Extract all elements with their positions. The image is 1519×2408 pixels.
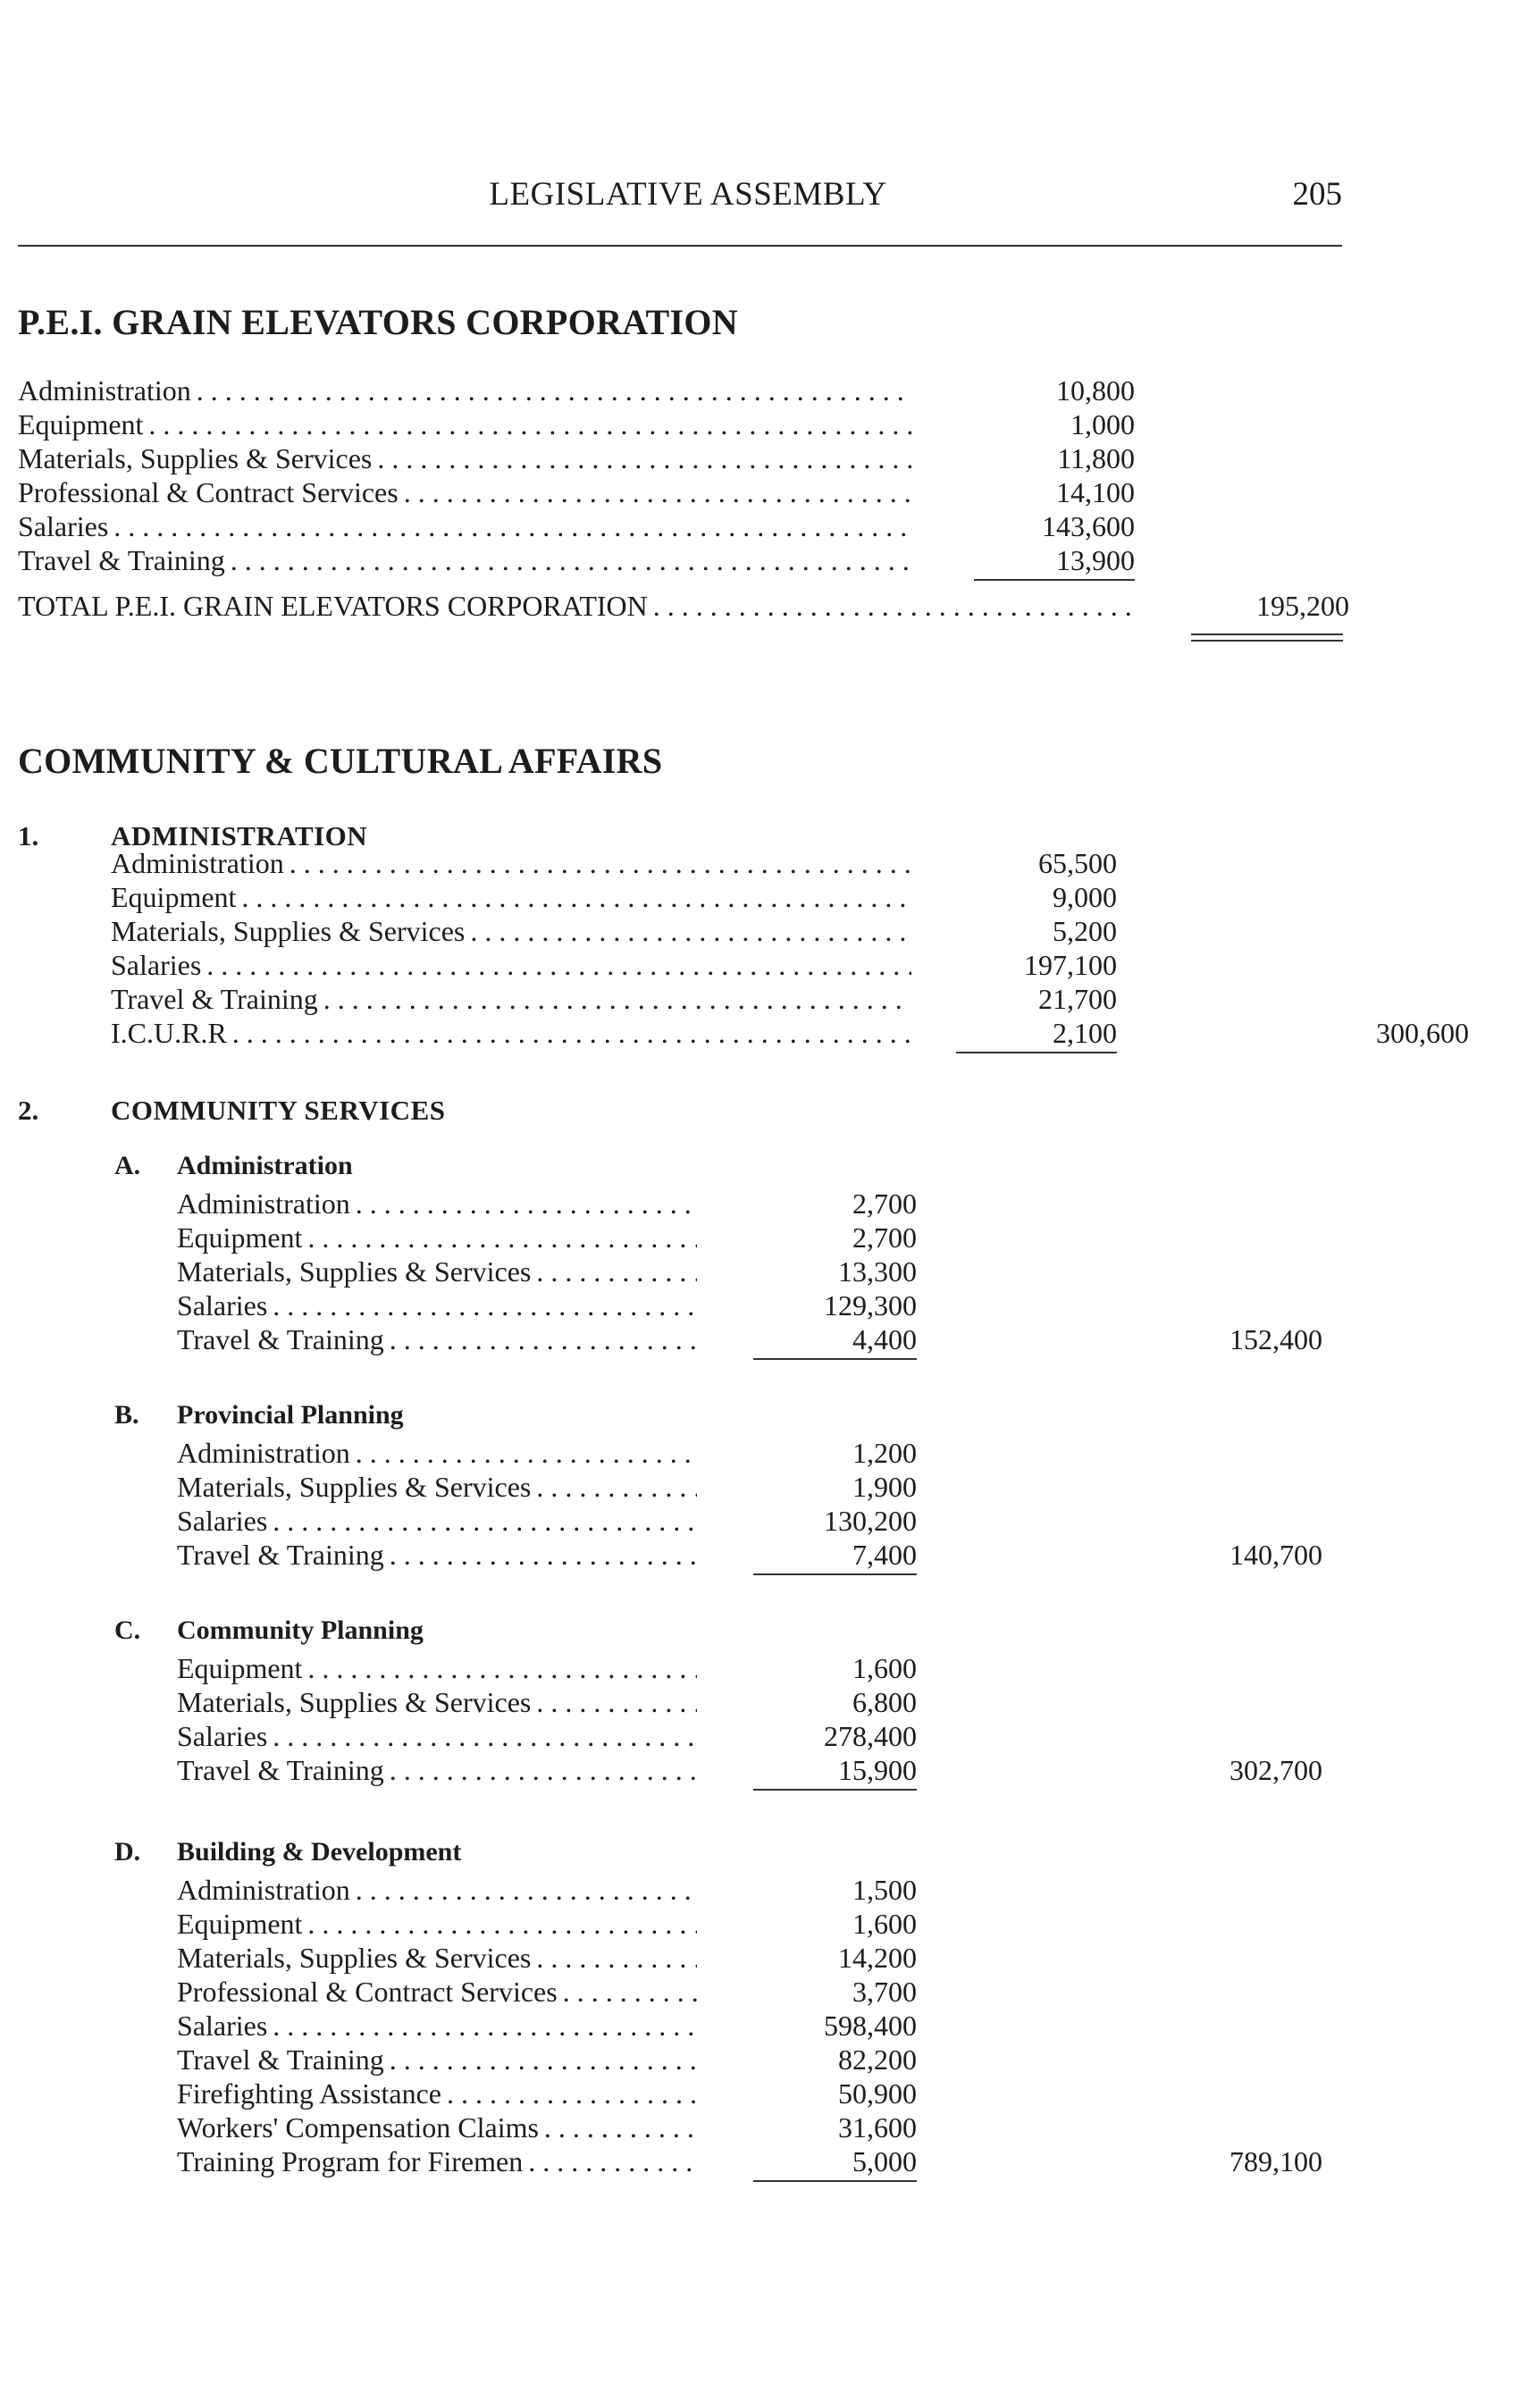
line-item-label-wrap (177, 1907, 697, 1941)
line-item-label-wrap (177, 1322, 697, 1356)
dot-leader (536, 1254, 697, 1288)
line-item-amount: 130,200 (824, 1505, 917, 1537)
dot-leader (206, 948, 911, 982)
line-item-row (177, 1975, 1347, 2009)
line-item-row (111, 914, 1362, 948)
grand-total-amount: 195,200 (1256, 590, 1349, 622)
line-item-row (177, 2144, 1347, 2178)
line-item-row (111, 880, 1362, 914)
dot-leader (231, 543, 911, 577)
line-item-row (177, 1753, 1347, 1787)
line-item-label-wrap (111, 846, 911, 880)
line-item-row (111, 982, 1362, 1016)
line-item-label: Equipment (177, 1652, 303, 1684)
subsection-title: Building & Development (177, 1837, 462, 1867)
line-item-amount: 1,000 (1070, 408, 1135, 440)
dot-leader (356, 1436, 697, 1470)
line-item-label: Travel & Training (111, 983, 318, 1015)
line-item-label: Salaries (177, 1720, 268, 1752)
line-item-label-wrap (177, 1873, 697, 1907)
line-item-label: Salaries (111, 949, 202, 981)
line-item-label-wrap (177, 1651, 697, 1685)
line-item-amount: 31,600 (838, 2111, 917, 2144)
line-item-label-wrap (177, 1436, 697, 1470)
subsection-letter: C. (114, 1615, 141, 1645)
subsection-title: Community Planning (177, 1615, 424, 1645)
dot-leader (470, 914, 911, 948)
dot-leader (390, 2043, 697, 2077)
grain-elevators-total-row (18, 589, 1349, 623)
line-item-row (177, 1187, 1347, 1221)
line-item-label: I.C.U.R.R (111, 1017, 227, 1049)
line-item-amount: 82,200 (838, 2043, 917, 2076)
subsection-letter: A. (114, 1151, 141, 1180)
line-item-label: Travel & Training (177, 1323, 384, 1355)
line-item-amount: 1,600 (852, 1652, 917, 1684)
line-item-label-wrap (18, 475, 911, 509)
line-item-amount: 2,100 (956, 1016, 1117, 1053)
line-item-label-wrap (177, 1221, 697, 1254)
line-item-row (177, 1941, 1347, 1975)
line-item-row (177, 2077, 1347, 2110)
subtotal-amount: 302,700 (1229, 1754, 1322, 1786)
header-rule (18, 245, 1342, 247)
line-item-label: Professional & Contract Services (177, 1976, 558, 2008)
dot-leader (241, 880, 911, 914)
line-item-row (18, 543, 1340, 577)
line-item-row (177, 1288, 1347, 1322)
dot-leader (273, 2009, 697, 2043)
line-item-label: Administration (18, 374, 191, 407)
part-number: 2. (18, 1095, 39, 1126)
line-item-label-wrap (18, 373, 911, 407)
line-item-label: Administration (111, 847, 284, 879)
line-item-label-wrap (18, 509, 911, 543)
line-item-amount: 21,700 (1038, 983, 1117, 1015)
line-item-amount: 15,900 (753, 1753, 917, 1791)
line-item-label-wrap (177, 1753, 697, 1787)
line-item-label-wrap (111, 1016, 911, 1050)
dot-leader (273, 1719, 697, 1753)
line-item-row (177, 1651, 1347, 1685)
line-item-amount: 6,800 (852, 1686, 917, 1718)
dot-leader (290, 846, 911, 880)
dot-leader (536, 1470, 697, 1504)
dot-leader (390, 1322, 697, 1356)
line-item-label-wrap (177, 1288, 697, 1322)
line-item-amount: 13,300 (838, 1255, 917, 1288)
line-item-row (177, 1719, 1347, 1753)
line-item-amount: 11,800 (1057, 442, 1135, 474)
line-item-label-wrap (177, 2009, 697, 2043)
line-item-amount: 197,100 (1024, 949, 1117, 981)
line-item-amount: 3,700 (852, 1976, 917, 2008)
dot-leader (404, 475, 911, 509)
dot-leader (528, 2144, 697, 2178)
dot-leader (390, 1753, 697, 1787)
line-item-amount: 2,700 (852, 1187, 917, 1220)
line-item-label-wrap (111, 982, 911, 1016)
line-item-label-wrap (177, 2144, 697, 2178)
line-item-amount: 2,700 (852, 1221, 917, 1254)
line-item-row (177, 1873, 1347, 1907)
subsection-title: Provincial Planning (177, 1400, 404, 1430)
line-item-label-wrap (177, 1254, 697, 1288)
line-item-label: Firefighting Assistance (177, 2077, 441, 2110)
line-item-row (111, 948, 1362, 982)
dot-leader (148, 407, 911, 441)
line-item-row (177, 1254, 1347, 1288)
line-item-amount: 14,200 (838, 1942, 917, 1974)
line-item-label: Workers' Compensation Claims (177, 2111, 539, 2144)
line-item-row (177, 1504, 1347, 1538)
line-item-label: Administration (177, 1874, 350, 1906)
line-item-label-wrap (177, 2043, 697, 2077)
line-item-label-wrap (18, 441, 911, 475)
line-item-label-wrap (18, 543, 911, 577)
part-number: 1. (18, 820, 39, 852)
line-item-label: Salaries (177, 1289, 268, 1321)
line-item-label-wrap (111, 948, 911, 982)
line-item-row (177, 1470, 1347, 1504)
line-item-label-wrap (177, 1504, 697, 1538)
line-item-amount: 9,000 (1053, 881, 1117, 913)
line-item-row (18, 509, 1340, 543)
line-item-row (177, 2043, 1347, 2077)
line-item-amount: 65,500 (1038, 847, 1117, 879)
line-item-row (18, 441, 1340, 475)
line-item-amount: 598,400 (824, 2009, 917, 2042)
line-item-label-wrap (177, 1187, 697, 1221)
dot-leader (356, 1187, 697, 1221)
line-item-label: Salaries (177, 1505, 268, 1537)
line-item-row (177, 1538, 1347, 1572)
dot-leader (390, 1538, 697, 1572)
dot-leader (563, 1975, 697, 2009)
line-item-row (18, 407, 1340, 441)
running-header-title: LEGISLATIVE ASSEMBLY (489, 176, 887, 213)
part-title-community-services: COMMUNITY SERVICES (111, 1095, 446, 1126)
line-item-label-wrap (177, 2077, 697, 2110)
line-item-amount: 14,100 (1056, 476, 1135, 508)
line-item-label: Equipment (18, 408, 144, 440)
line-item-row (177, 1436, 1347, 1470)
line-item-label-wrap (111, 914, 911, 948)
line-item-row (177, 1322, 1347, 1356)
line-item-label-wrap (177, 1719, 697, 1753)
line-item-label-wrap (111, 880, 911, 914)
line-item-label: Equipment (177, 1908, 303, 1940)
dot-leader (653, 589, 1137, 623)
dot-leader (232, 1016, 911, 1050)
line-item-label: Administration (177, 1187, 350, 1220)
line-item-amount: 1,900 (852, 1471, 917, 1503)
dot-leader (356, 1873, 697, 1907)
subsection-letter: B. (114, 1400, 139, 1430)
line-item-row (177, 1685, 1347, 1719)
section-title-grain-elevators: P.E.I. GRAIN ELEVATORS CORPORATION (18, 302, 738, 342)
line-item-label: Salaries (18, 510, 109, 542)
total-label: TOTAL P.E.I. GRAIN ELEVATORS CORPORATION (18, 590, 648, 622)
line-item-label-wrap (177, 1685, 697, 1719)
dot-leader (323, 982, 911, 1016)
line-item-label: Training Program for Firemen (177, 2145, 524, 2177)
dot-leader (307, 1907, 697, 1941)
line-item-label: Materials, Supplies & Services (18, 442, 373, 474)
dot-leader (536, 1685, 697, 1719)
subtotal-amount: 152,400 (1229, 1323, 1322, 1355)
line-item-row (177, 2009, 1347, 2043)
line-item-amount: 10,800 (1056, 374, 1135, 407)
line-item-label: Travel & Training (18, 544, 225, 576)
dot-leader (377, 441, 911, 475)
line-item-label-wrap (18, 407, 911, 441)
dot-leader (307, 1221, 697, 1254)
subtotal-amount: 140,700 (1229, 1539, 1322, 1571)
line-item-amount: 7,400 (753, 1538, 917, 1575)
line-item-amount: 5,200 (1053, 915, 1117, 947)
line-item-amount: 1,600 (852, 1908, 917, 1940)
line-item-label: Travel & Training (177, 1539, 384, 1571)
line-item-label: Administration (177, 1437, 350, 1469)
line-item-amount: 4,400 (753, 1322, 917, 1360)
line-item-label: Equipment (111, 881, 237, 913)
dot-leader (197, 373, 911, 407)
line-item-row (177, 2110, 1347, 2144)
line-item-amount: 1,500 (852, 1874, 917, 1906)
subtotal-amount: 300,600 (1376, 1017, 1469, 1049)
line-item-row (18, 373, 1340, 407)
line-item-label: Salaries (177, 2009, 268, 2042)
part-title-administration: ADMINISTRATION (111, 820, 368, 852)
double-underline (1191, 633, 1343, 635)
dot-leader (307, 1651, 697, 1685)
line-item-row (111, 1016, 1469, 1050)
subtotal-amount: 789,100 (1229, 2145, 1322, 2177)
line-item-label: Materials, Supplies & Services (177, 1471, 532, 1503)
line-item-label-wrap (177, 2110, 697, 2144)
line-item-label-wrap (177, 1941, 697, 1975)
dot-leader (447, 2077, 697, 2110)
line-item-amount: 129,300 (824, 1289, 917, 1321)
dot-leader (536, 1941, 697, 1975)
line-item-row (177, 1907, 1347, 1941)
line-item-label-wrap (177, 1975, 697, 2009)
line-item-amount: 50,900 (838, 2077, 917, 2110)
subsection-letter: D. (114, 1837, 141, 1867)
line-item-label-wrap (177, 1538, 697, 1572)
line-item-label: Materials, Supplies & Services (177, 1942, 532, 1974)
dot-leader (544, 2110, 697, 2144)
line-item-amount: 13,900 (974, 543, 1135, 581)
subsection-title: Administration (177, 1151, 353, 1180)
dot-leader (273, 1504, 697, 1538)
dot-leader (273, 1288, 697, 1322)
dot-leader (113, 509, 911, 543)
line-item-label: Travel & Training (177, 2043, 384, 2076)
line-item-label: Equipment (177, 1221, 303, 1254)
line-item-row (111, 846, 1362, 880)
line-item-label-wrap (177, 1470, 697, 1504)
line-item-label: Materials, Supplies & Services (111, 915, 466, 947)
line-item-label: Materials, Supplies & Services (177, 1686, 532, 1718)
line-item-label: Travel & Training (177, 1754, 384, 1786)
section-title-community-cultural-affairs: COMMUNITY & CULTURAL AFFAIRS (18, 741, 663, 781)
line-item-amount: 5,000 (753, 2144, 917, 2182)
line-item-row (177, 1221, 1347, 1254)
page-number: 205 (1292, 176, 1342, 213)
line-item-amount: 278,400 (824, 1720, 917, 1752)
line-item-row (18, 475, 1340, 509)
line-item-amount: 143,600 (1042, 510, 1135, 542)
line-item-label: Professional & Contract Services (18, 476, 399, 508)
line-item-amount: 1,200 (852, 1437, 917, 1469)
line-item-label: Materials, Supplies & Services (177, 1255, 532, 1288)
double-underline (1191, 640, 1343, 642)
